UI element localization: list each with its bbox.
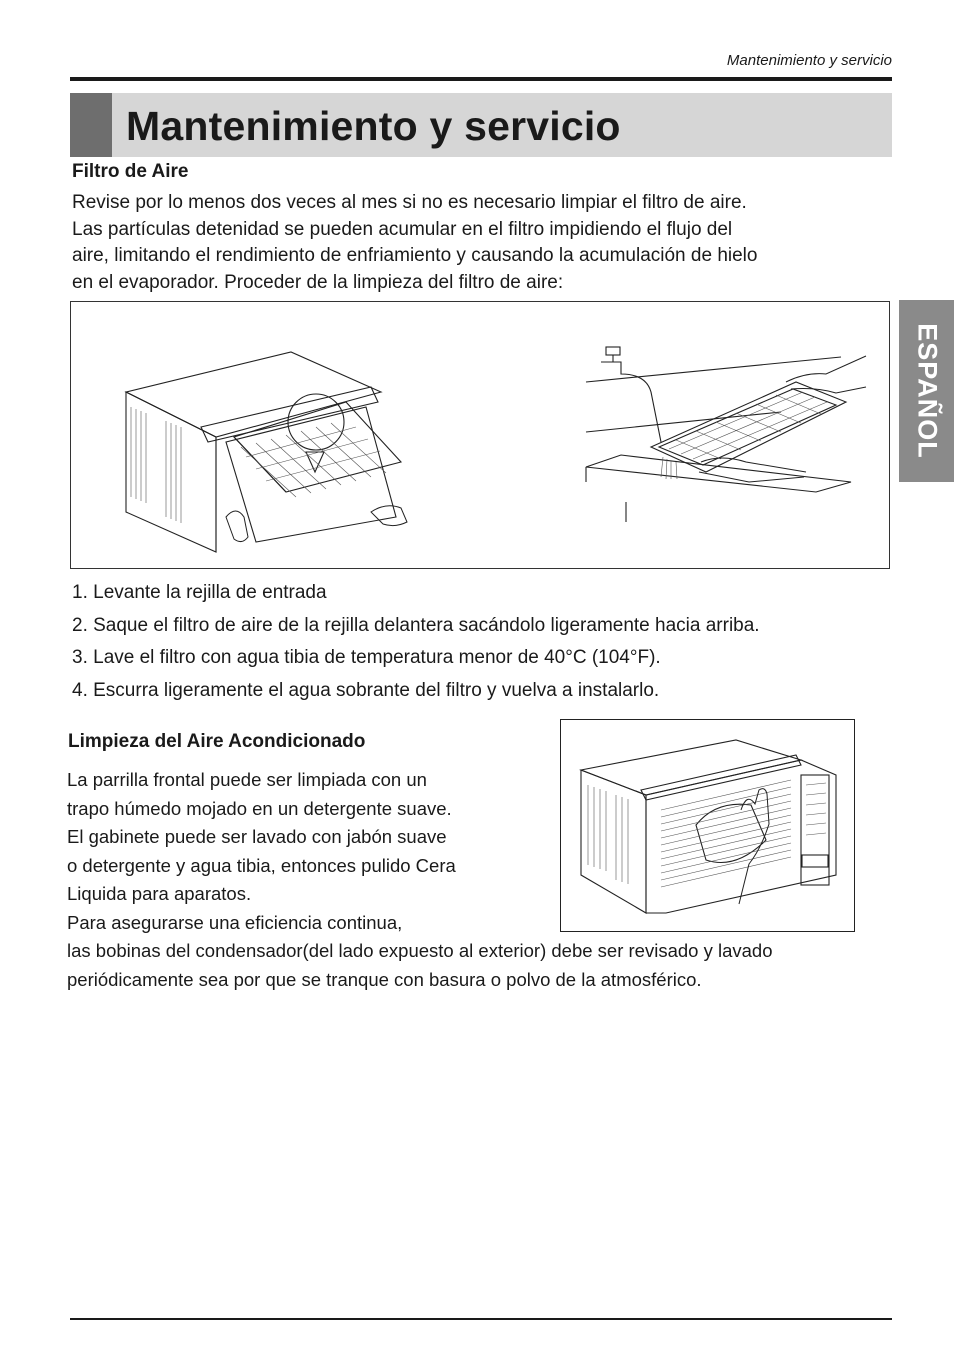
cleaning-heading: Limpieza del Aire Acondicionado [68,731,366,752]
cleaning-text-line: La parrilla frontal puede ser limpiada con un [67,769,427,790]
filter-paragraph-line: en el evaporador. Proceder de la limpieza del filtro de aire: [72,271,564,293]
filter-steps-list [72,581,760,712]
title-accent-block [70,93,112,157]
footer-rule [70,1318,892,1320]
cleaning-text-line: periódicamente sea por que se tranque con basura o polvo de la atmosférico. [67,968,702,990]
language-tab [899,300,954,482]
running-header: Mantenimiento y servicio [726,52,892,69]
filter-paragraph [72,190,902,296]
cleaning-text-line: El gabinete puede ser lavado con jabón suave [67,826,447,847]
filter-paragraph-line: aire, limitando el rendimiento de enfriamiento y causando la acumulación de hielo [72,245,758,266]
header-rule [70,77,892,81]
title-band [70,93,892,157]
cleaning-text-line: las bobinas del condensador(del lado expuesto al exterior) debe ser revisado y lavado [67,940,773,961]
filter-illustration-box [70,301,890,569]
list-item: 3. Lave el filtro con agua tibia de temperatura menor de 40°C (104°F). [72,647,661,669]
list-item: 2. Saque el filtro de aire de la rejilla delantera sacándolo ligeramente hacia arriba. [72,614,760,636]
filter-heading: Filtro de Aire [72,161,189,182]
cleaning-text-line: o detergente y agua tibia, entonces pulido Cera [67,854,456,876]
list-item: 1. Levante la rejilla de entrada [72,582,327,603]
list-item: 4. Escurra ligeramente el agua sobrante del filtro y vuelva a instalarlo. [72,680,660,702]
cleaning-text [67,766,773,994]
ac-unit-grille-lifted-illustration [116,347,446,557]
cleaning-text-line: Para asegurarse una eficiencia continua, [67,911,403,933]
cleaning-text-line: trapo húmedo mojado en un detergente suave. [67,797,452,819]
filter-washing-illustration [581,337,871,527]
filter-paragraph-line: Las partículas detenidad se pueden acumular en el filtro impidiendo el flujo del [72,218,733,240]
filter-paragraph-line: Revise por lo menos dos veces al mes si no es necesario limpiar el filtro de aire. [72,192,747,213]
language-tab-label: ESPAÑOL [912,323,942,459]
cleaning-text-line: Liquida para aparatos. [67,883,252,904]
page-title: Mantenimiento y servicio [126,103,621,149]
